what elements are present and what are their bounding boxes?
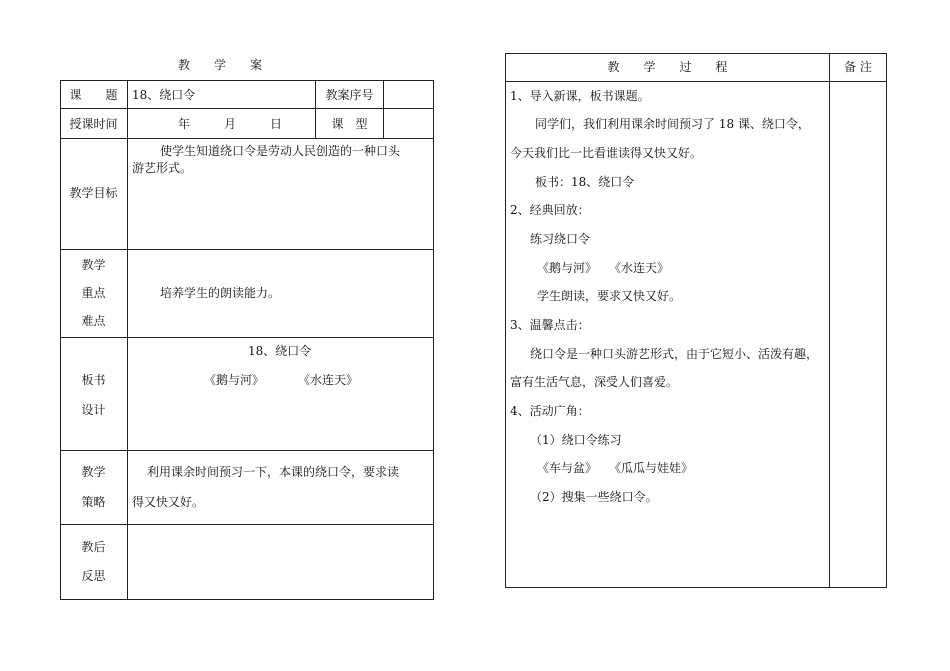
process-line: 今天我们比一比看谁读得又快又好。 xyxy=(510,146,703,160)
process-line: （2）搜集一些绕口令。 xyxy=(530,490,658,504)
lesson-type-label: 课 型 xyxy=(331,117,368,131)
process-line: 4、活动广角： xyxy=(510,404,590,418)
right-table-border-right xyxy=(886,53,887,588)
left-row-line xyxy=(60,138,434,139)
process-line: 2、经典回放： xyxy=(510,203,590,217)
board-label-2: 设计 xyxy=(81,403,106,417)
process-line: 同学们，我们利用课余时间预习了 18 课、绕口令， xyxy=(535,117,810,131)
class-time-year: 年 xyxy=(178,117,191,131)
reflection-label-2: 反思 xyxy=(81,569,106,583)
board-item-2: 《水连天》 xyxy=(298,373,359,387)
plan-number-label: 教案序号 xyxy=(325,88,374,102)
strategy-line2: 得又快又好。 xyxy=(132,495,205,509)
strategy-line1: 利用课余时间预习一下，本课的绕口令，要求读 xyxy=(147,465,400,479)
objectives-label: 教学目标 xyxy=(69,186,118,200)
process-line: 《鹅与河》 《水连天》 xyxy=(537,261,670,275)
process-line: 板书：18、绕口令 xyxy=(535,175,635,189)
keypoints-label-1: 教学 xyxy=(81,258,106,272)
process-line: 富有生活气息，深受人们喜爱。 xyxy=(510,375,679,389)
left-row-line xyxy=(60,337,434,338)
left-row-line xyxy=(60,108,434,109)
class-time-label: 授课时间 xyxy=(69,117,118,131)
topic-value: 18、绕口令 xyxy=(132,88,196,102)
strategy-label-2: 策略 xyxy=(81,495,106,509)
left-table-border-left xyxy=(60,80,61,600)
topic-label: 课 题 xyxy=(69,88,118,102)
left-table-border-right xyxy=(433,80,434,600)
left-table-border-top xyxy=(60,80,434,81)
class-time-month: 月 xyxy=(224,117,237,131)
keypoints-label-3: 难点 xyxy=(81,314,106,328)
right-notes-column-line xyxy=(829,53,830,588)
process-line: 学生朗读，要求又快又好。 xyxy=(537,289,682,303)
left-table-border-bottom xyxy=(60,599,434,600)
left-row-line xyxy=(60,249,434,250)
process-line: 绕口令是一种口头游艺形式，由于它短小、活泼有趣， xyxy=(530,347,819,361)
board-item-1: 《鹅与河》 xyxy=(204,373,265,387)
reflection-label-1: 教后 xyxy=(81,540,106,554)
left-row-line xyxy=(60,524,434,525)
board-title: 18、绕口令 xyxy=(248,344,312,358)
process-header: 教 学 过 程 xyxy=(607,60,728,74)
process-line: （1）绕口令练习 xyxy=(530,433,622,447)
process-line: 练习绕口令 xyxy=(530,232,591,246)
objectives-line2: 游艺形式。 xyxy=(132,161,193,175)
process-line: 《车与盆》 《瓜瓜与娃娃》 xyxy=(537,461,694,475)
keypoints-label-2: 重点 xyxy=(81,286,106,300)
left-row-line xyxy=(60,450,434,451)
process-line: 1、导入新课，板书课题。 xyxy=(510,89,650,103)
class-time-day: 日 xyxy=(270,117,283,131)
strategy-label-1: 教学 xyxy=(81,465,106,479)
board-label-1: 板书 xyxy=(81,373,106,387)
notes-header: 备 注 xyxy=(844,60,872,74)
left-col-line xyxy=(383,80,384,139)
right-table-border-left xyxy=(505,53,506,588)
objectives-line1: 使学生知道绕口令是劳动人民创造的一种口头 xyxy=(160,144,401,158)
left-label-column-line xyxy=(127,80,128,600)
left-title: 教 学 案 xyxy=(177,58,262,72)
keypoints-text: 培养学生的朗读能力。 xyxy=(160,286,281,300)
process-line: 3、温馨点击： xyxy=(510,318,590,332)
